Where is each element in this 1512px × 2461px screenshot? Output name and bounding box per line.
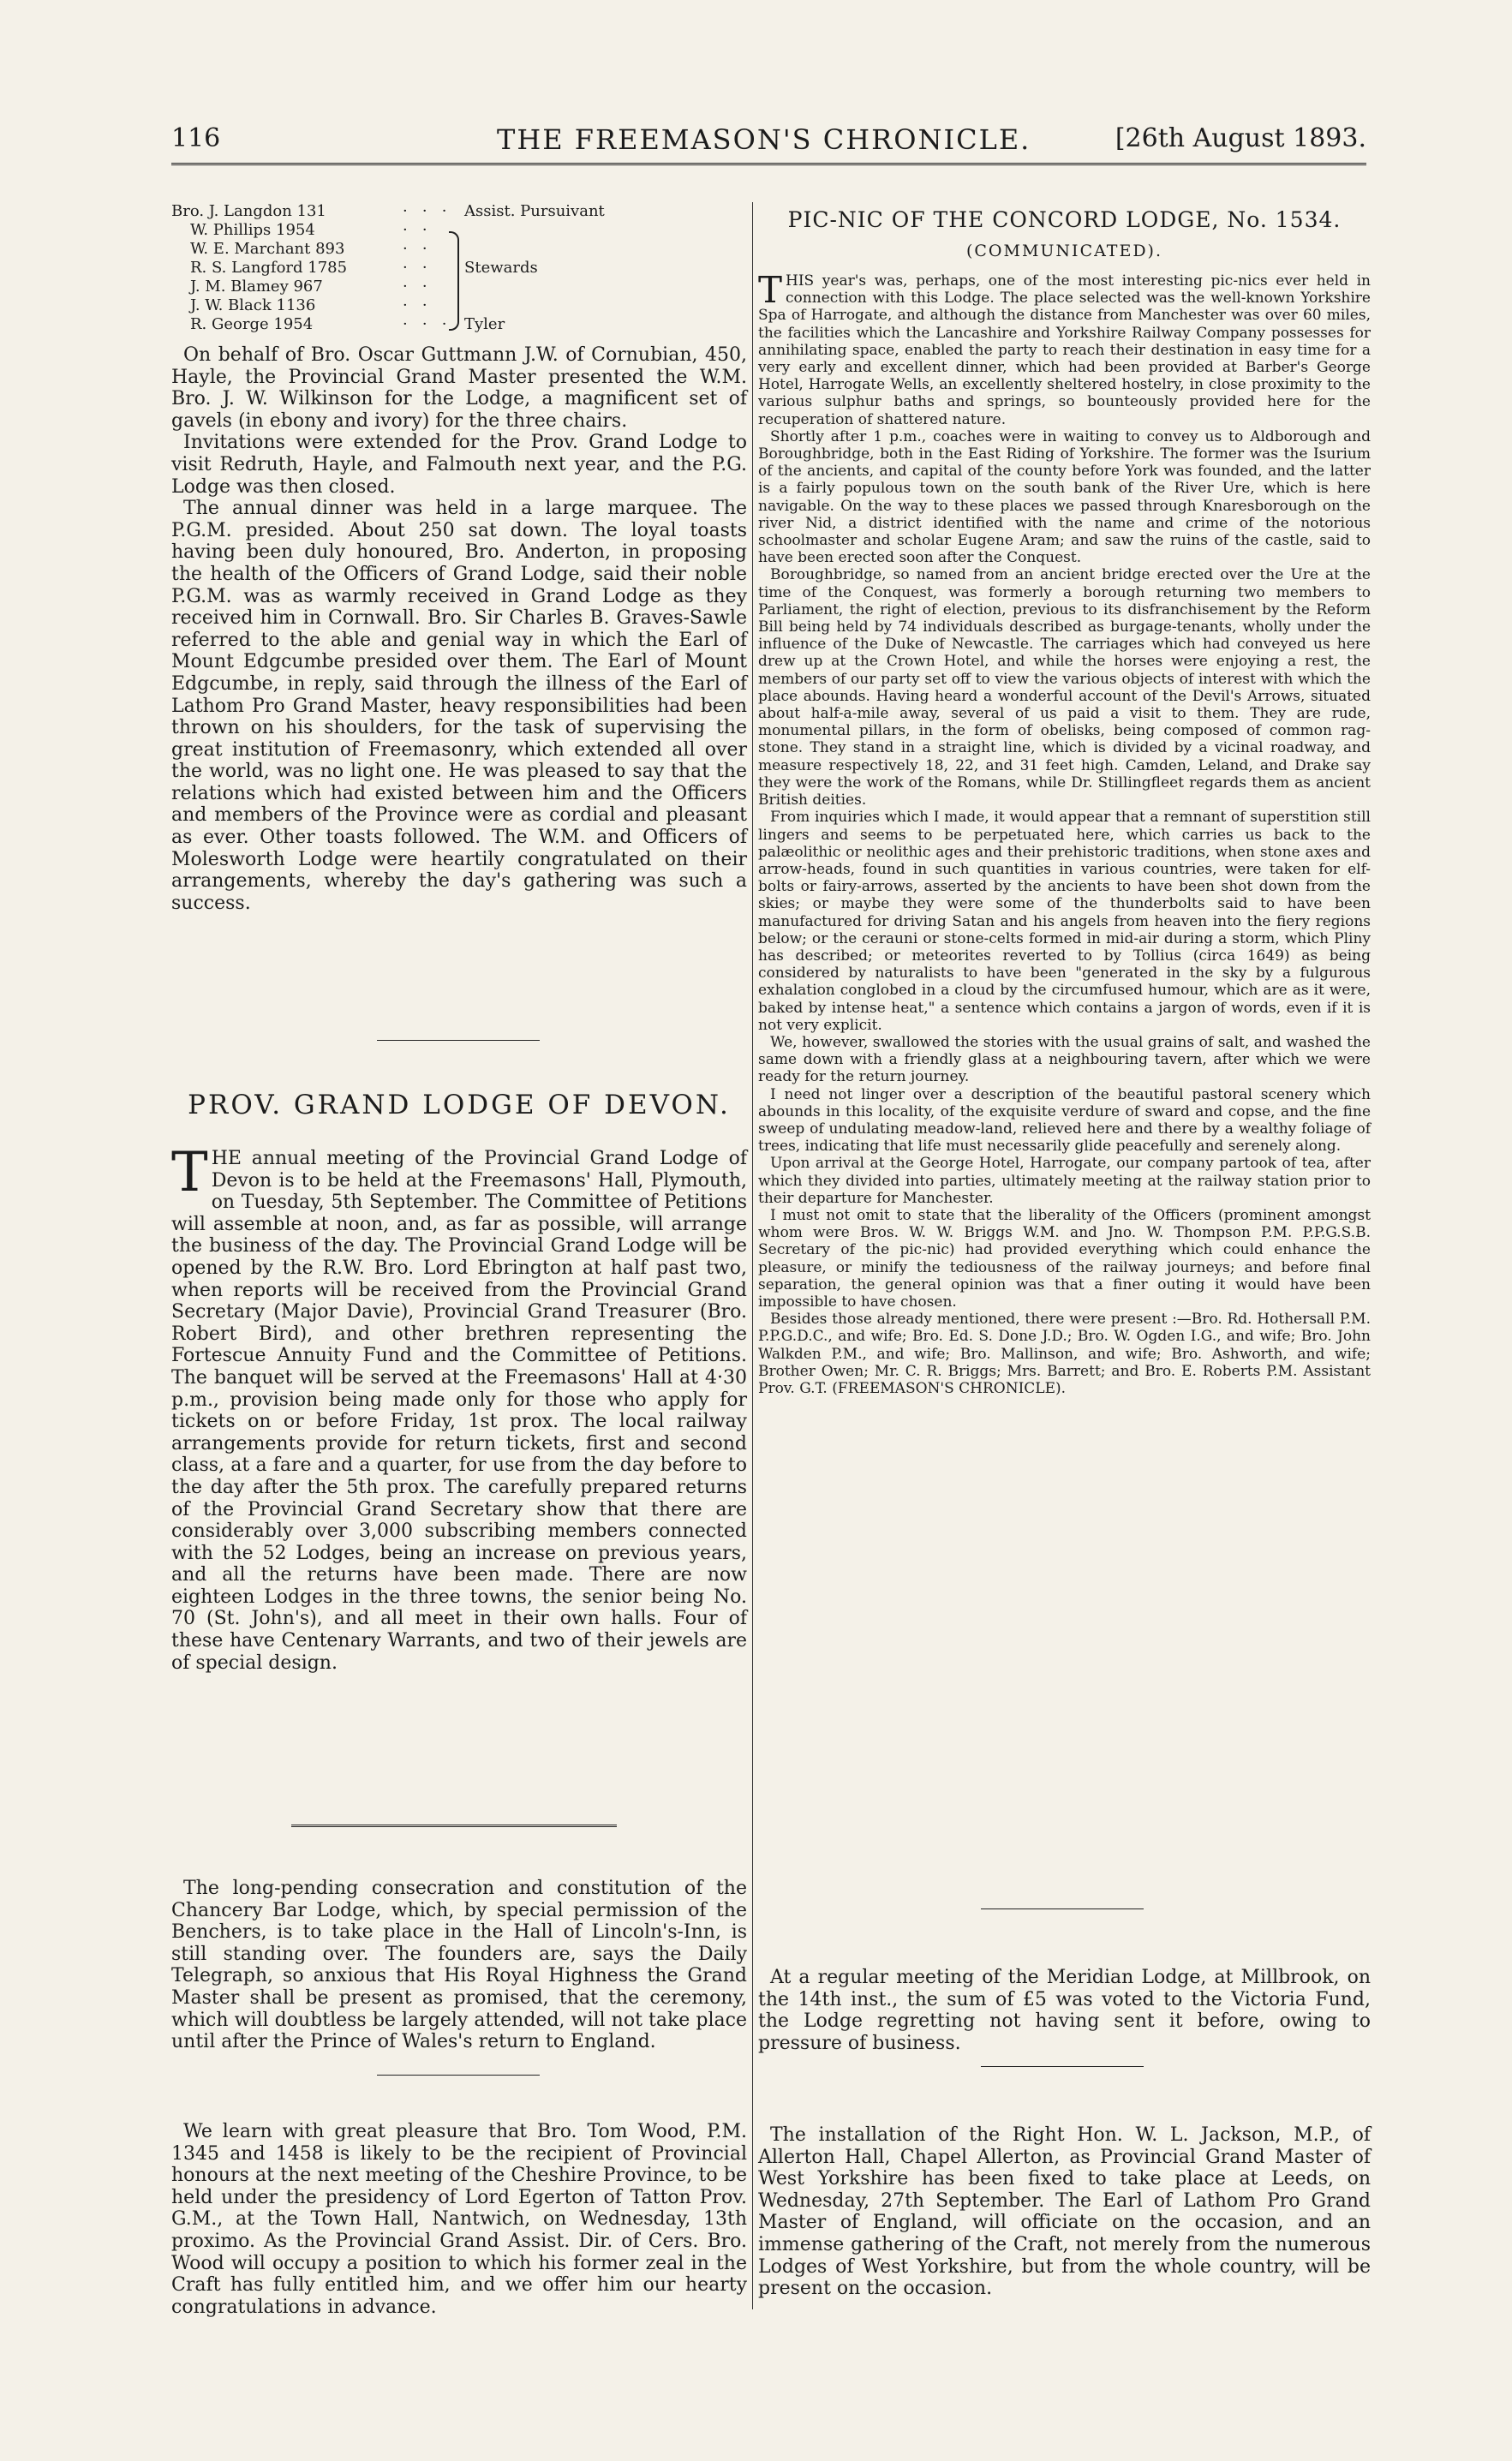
- page-header: [171, 123, 1366, 161]
- officer-row: W. Phillips 1954 · ·: [190, 221, 427, 239]
- meridian-lodge-article: [758, 1967, 1371, 2054]
- officer-name: W. Phillips 1954: [190, 221, 315, 239]
- cornubian-report: [171, 344, 747, 914]
- officer-name: R. S. Langford 1785: [190, 259, 348, 277]
- picnic-article: [758, 269, 1371, 1397]
- column-divider: [752, 202, 753, 2309]
- officer-name: J. W. Black 1136: [190, 296, 316, 314]
- paragraph: We, however, swallowed the stories with the usual grains of salt, and washed the same down with a friendly glass at a neighbouring tavern, after which we were ready for the return journey.: [758, 1033, 1371, 1086]
- right-column: [758, 202, 1371, 2378]
- officer-role: Assist. Pursuivant: [464, 202, 605, 220]
- page-number: 116: [171, 123, 221, 153]
- paragraph: Boroughbridge, so named from an ancient bridge erected over the Ure at the time of the Conquest, was formerly a borough returning two members to Parliament, the right of election, previous to its disfranchisement by the Reform Bill being held by 74 individuals described as burgage-tenants, wholly under the influence of the Duke of Newcastle. The carriages which had conveyed us here drew up at the Crown Hotel, and while the horses were enjoying a rest, the members of our party set off to view the various objects of interest with which the place abounds. Having heard a wonderful account of the Devil's Arrows, situated about half-a-mile away, several of us paid a visit to them. They are rude, monumental pillars, in the form of obelisks, being composed of common rag-stone. They stand in a straight line, which is divided by a vicinal roadway, and measure respectively 18, 22, and 31 feet high. Camden, Leland, and Drake say they were the work of the Romans, while Dr. Stillingfleet regards them as ancient British deities.: [758, 566, 1371, 809]
- officer-row: W. E. Marchant 893 · ·: [190, 240, 427, 258]
- paragraph: I need not linger over a description of the beautiful pastoral scenery which abounds in this locality, of the exquisite verdure of sward and copse, and the fine sweep of undulating meadow-land, relieved here and there by a wealthy foliage of trees, indicating that life must necessarily glide peacefully and serenely along.: [758, 1085, 1371, 1156]
- masthead-title: THE FREEMASON'S CHRONICLE.: [497, 123, 1031, 156]
- section-rule: [981, 1908, 1144, 1909]
- officer-row: R. S. Langford 1785 · · Stewards: [190, 259, 538, 277]
- issue-date: [26th August 1893.: [1115, 123, 1366, 153]
- chancery-bar-article: [171, 1878, 747, 2053]
- officer-row: J. M. Blamey 967 · ·: [190, 278, 427, 296]
- paragraph: I must not omit to state that the liberality of the Officers (prominent amongst whom were Bros. W. W. Briggs W.M. and Jno. W. Thompson P.M. P.P.G.S.B. Secretary of the pic-nic) had provided everything which could enhance the pleasure, or minify the tediousness of the railway journeys; and before final separation, the general opinion was that a finer outing it would have been impossible to have chosen.: [758, 1206, 1371, 1311]
- devon-text: HE annual meeting of the Provincial Grand Lodge of Devon is to be held at the Freemasons' Hall, Plymouth, on Tuesday, 5th September. The Committee of Petitions will assemble at noon, and, as far as possible, will arrange the business of the day. The Provincial Grand Lodge will be opened by the R.W. Bro. Lord Ebrington at half past two, when reports will be received from the Provincial Grand Secretary (Major Davie), Provincial Grand Treasurer (Bro. Robert Bird), and other brethren representing the Fortescue Annuity Fund and the Committee of Petitions. The banquet will be served at the Freemasons' Hall at 4·30 p.m., provision being made only for those who apply for tickets on or before Friday, 1st prox. The local railway arrangements provide for return tickets, first and second class, at a fare and a quarter, for use from the day before to the day after the 5th prox. The carefully prepared returns of the Provincial Grand Secretary show that there are considerably over 3,000 subscribing members connected with the 52 Lodges, being an increase on previous years, and all the returns have been made. There are now eighteen Lodges in the three towns, the senior being No. 70 (St. John's), and all meet in their own halls. Four of these have Centenary Warrants, and two of their jewels are of special design.: [171, 1148, 747, 1674]
- section-rule: [377, 2075, 540, 2076]
- paragraph: Invitations were extended for the Prov. Grand Lodge to visit Redruth, Hayle, and Falmouth next year, and the P.G. Lodge was then closed.: [171, 432, 747, 498]
- section-rule: [981, 2066, 1144, 2067]
- left-column: [171, 202, 747, 2378]
- drop-cap: T: [171, 1141, 208, 1204]
- devon-heading: PROV. GRAND LODGE OF DEVON.: [188, 1090, 731, 1120]
- paragraph: At a regular meeting of the Meridian Lodge, at Millbrook, on the 14th inst., the sum of £5 was voted to the Victoria Fund, the Lodge regretting not having sent it before, owing to pressure of business.: [758, 1967, 1371, 2054]
- officers-list: [171, 202, 747, 334]
- drop-cap: T: [758, 269, 783, 311]
- officer-name: Bro. J. Langdon 131: [171, 202, 326, 220]
- installation-article: [758, 2124, 1371, 2300]
- officer-name: J. M. Blamey 967: [190, 278, 323, 296]
- officer-row: J. W. Black 1136 · ·: [190, 296, 427, 314]
- devon-article: [171, 1141, 747, 1674]
- officer-row: Bro. J. Langdon 131 · · · Assist. Pursuivant: [171, 202, 605, 220]
- section-rule: [291, 1825, 617, 1827]
- officer-row: R. George 1954 · · · Tyler: [190, 315, 505, 333]
- paragraph: From inquiries which I made, it would appear that a remnant of superstition still lingers and seems to be perpetuated here, which carries us back to the palæolithic or neolithic ages and their prehistoric traditions, when stone axes and arrow-heads, found in such quantities in various countries, were taken for elf-bolts or fairy-arrows, asserted by the ancients to have been shot down from the skies; or maybe they were some of the thunderbolts said to have been manufactured for driving Satan and his angels from heaven into the fiery regions below; or the cerauni or stone-celts formed in mid-air during a storm, which Pliny has described; or meteorites reverted to by Tollius (circa 1649) as being considered by naturalists to have been "generated in the sky by a fulgurous exhalation conglobed in a cloud by the circumfused humour, which are as it were, baked by intense heat," a sentence which contains a jargon of words, even if it is not very explicit.: [758, 809, 1371, 1034]
- communicated-byline: (COMMUNICATED).: [965, 242, 1163, 260]
- picnic-text: HIS year's was, perhaps, one of the most interesting pic-nics ever held in connection with this Lodge. The place selected was the well-known Yorkshire Spa of Harrogate, and although the distance from Manchester was over 60 miles, the facilities which the Lancashire and Yorkshire Railway Company possesses for annihilating space, enabled the party to reach their destination in easy time for a very early and excellent dinner, which had been provided at Barber's George Hotel, Harrogate Wells, an excellently sheltered hostelry, in close proximity to the various sulphur baths and springs, so bounteously provided here for the recuperation of shattered nature.: [758, 272, 1371, 428]
- paragraph: Upon arrival at the George Hotel, Harrogate, our company partook of tea, after which they divided into parties, ultimately meeting at the railway station prior to their departure for Manchester.: [758, 1155, 1371, 1207]
- paragraph: We learn with great pleasure that Bro. Tom Wood, P.M. 1345 and 1458 is likely to be the recipient of Provincial honours at the next meeting of the Cheshire Province, to be held under the presidency of Lord Egerton of Tatton Prov. G.M., at the Town Hall, Nantwich, on Wednesday, 13th proximo. As the Provincial Grand Assist. Dir. of Cers. Bro. Wood will occupy a position to which his former zeal in the Craft has fully entitled him, and we offer him our hearty congratulations in advance.: [171, 2121, 747, 2318]
- section-rule: [377, 1040, 540, 1041]
- paragraph: The long-pending consecration and constitution of the Chancery Bar Lodge, which, by special permission of the Benchers, is to take place in the Hall of Lincoln's-Inn, is still standing over. The founders are, says the Daily Telegraph, so anxious that His Royal Highness the Grand Master shall be present as promised, that the ceremony, which will doubtless be largely attended, will not take place until after the Prince of Wales's return to England.: [171, 1878, 747, 2053]
- officer-name: W. E. Marchant 893: [190, 240, 345, 258]
- officer-role: Stewards: [464, 259, 538, 277]
- paragraph: Besides those already mentioned, there were present :—Bro. Rd. Hothersall P.M. P.P.G.D.C., and wife; Bro. Ed. S. Done J.D.; Bro. W. Ogden I.G., and wife; Bro. John Walkden P.M., and wife; Bro. Mallinson, and wife; Bro. Ashworth, and wife; Brother Owen; Mr. C. R. Briggs; Mrs. Barrett; and Bro. E. Roberts P.M. Assistant Prov. G.T. (FREEMASON'S CHRONICLE).: [758, 1311, 1371, 1397]
- paragraph: The annual dinner was held in a large marquee. The P.G.M. presided. About 250 sat down. The loyal toasts having been duly honoured, Bro. Anderton, in proposing the health of the Officers of Grand Lodge, said their noble P.G.M. was as warmly received in Grand Lodge as they received him in Cornwall. Bro. Sir Charles B. Graves-Sawle referred to the able and genial way in which the Earl of Mount Edgcumbe presided over them. The Earl of Mount Edgcumbe, in reply, said through the illness of the Earl of Lathom Pro Grand Master, heavy responsibilities had been thrown on his shoulders, for the task of supervising the great institution of Freemasonry, which extended all over the world, was no light one. He was pleased to say that the relations which had existed between him and the Officers and members of the Province were as cordial and pleasant as ever. Other toasts followed. The W.M. and Officers of Molesworth Lodge were heartily congratulated on their arrangements, whereby the day's gathering was such a success.: [171, 498, 747, 914]
- officer-role: Tyler: [464, 315, 505, 333]
- paragraph: On behalf of Bro. Oscar Guttmann J.W. of Cornubian, 450, Hayle, the Provincial Grand Master presented the W.M. Bro. J. W. Wilkinson for the Lodge, a magnificent set of gavels (in ebony and ivory) for the three chairs.: [171, 344, 747, 432]
- picnic-heading: PIC-NIC OF THE CONCORD LODGE, No. 1534.: [787, 207, 1342, 232]
- header-rule: [171, 163, 1366, 165]
- officer-name: R. George 1954: [190, 315, 314, 333]
- tom-wood-article: [171, 2121, 747, 2318]
- paragraph: Shortly after 1 p.m., coaches were in waiting to convey us to Aldborough and Boroughbridge, both in the East Riding of Yorkshire. The former was the Isurium of the ancients, and capital of the county before York was founded, and the latter is a fairly populous town on the south bank of the River Ure, which is here navigable. On the way to these places we passed through Knaresborough on the river Nid, a district identified with the name and crime of the notorious schoolmaster and scholar Eugene Aram; and saw the ruins of the castle, said to have been erected soon after the Conquest.: [758, 427, 1371, 567]
- paragraph: The installation of the Right Hon. W. L. Jackson, M.P., of Allerton Hall, Chapel Allerton, as Provincial Grand Master of West Yorkshire has been fixed to take place at Leeds, on Wednesday, 27th September. The Earl of Lathom Pro Grand Master of England, will officiate on the occasion, and an immense gathering of the Craft, not merely from the numerous Lodges of West Yorkshire, but from the whole country, will be present on the occasion.: [758, 2124, 1371, 2300]
